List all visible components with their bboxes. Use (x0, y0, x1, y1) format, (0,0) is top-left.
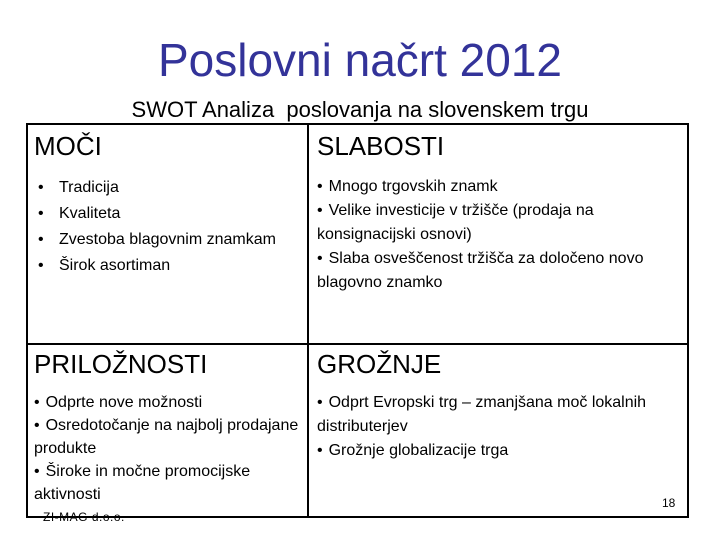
list-item-text: Širok asortiman (59, 257, 171, 274)
list-item: • Široke in močne promocijske aktivnosti (34, 463, 251, 503)
weaknesses-heading: SLABOSTI (317, 131, 445, 161)
strengths-heading: MOČI (34, 131, 102, 161)
list-item-text: Odprt Evropski trg – zmanjšana moč lokalnih distributerjev (317, 394, 647, 435)
strengths-cell (34, 131, 304, 279)
list-item: • Širok asortiman (38, 257, 171, 274)
slide-subtitle: SWOT Analiza poslovanja na slovenskem trgu (131, 97, 589, 122)
list-item-text: Grožnje globalizacije trga (328, 442, 509, 459)
weaknesses-cell (317, 131, 677, 295)
list-item-text: Zvestoba blagovnim znamkam (59, 231, 276, 248)
strengths-list (34, 175, 304, 279)
list-item-text: Osredotočanje na najbolj prodajane produkte (34, 417, 299, 457)
list-item: • Velike investicije v tržišče (prodaja na konsignacijski osnovi) (317, 202, 594, 243)
list-item-text: Kvaliteta (59, 205, 121, 222)
threats-cell (317, 349, 657, 463)
list-item: • Odprt Evropski trg – zmanjšana moč lokalnih distributerjev (317, 394, 647, 435)
list-item-text: Mnogo trgovskih znamk (328, 178, 498, 195)
list-item-text: Odprte nove možnosti (45, 394, 203, 411)
list-item: • Grožnje globalizacije trga (317, 442, 509, 459)
opportunities-heading: PRILOŽNOSTI (34, 349, 208, 379)
weaknesses-list (317, 175, 677, 295)
list-item: • Mnogo trgovskih znamk (317, 178, 498, 195)
column-divider (307, 125, 309, 516)
page-number: 18 (662, 496, 676, 510)
slide-title: Poslovni načrt 2012 (157, 34, 563, 86)
list-item-text: Slaba osveščenost tržišča za določeno novo blagovno znamko (317, 250, 644, 291)
list-item: • Kvaliteta (38, 205, 121, 222)
list-item: • Tradicija (38, 179, 119, 196)
list-item: • Slaba osveščenost tržišča za določeno novo blagovno znamko (317, 250, 644, 291)
list-item: • Odprte nove možnosti (34, 394, 203, 411)
list-item: • Zvestoba blagovnim znamkam (38, 231, 276, 248)
list-item-text: Široke in močne promocijske aktivnosti (34, 463, 251, 503)
footer-company: ZI-MAG d.o.o. (43, 510, 125, 524)
opportunities-list (34, 391, 300, 506)
threats-heading: GROŽNJE (317, 349, 442, 379)
swot-table (26, 123, 689, 518)
opportunities-cell (34, 349, 300, 506)
threats-list (317, 391, 657, 463)
list-item-text: Tradicija (59, 179, 119, 196)
list-item-text: Velike investicije v tržišče (prodaja na konsignacijski osnovi) (317, 202, 594, 243)
row-divider (28, 343, 687, 345)
list-item: • Osredotočanje na najbolj prodajane produkte (34, 417, 299, 457)
